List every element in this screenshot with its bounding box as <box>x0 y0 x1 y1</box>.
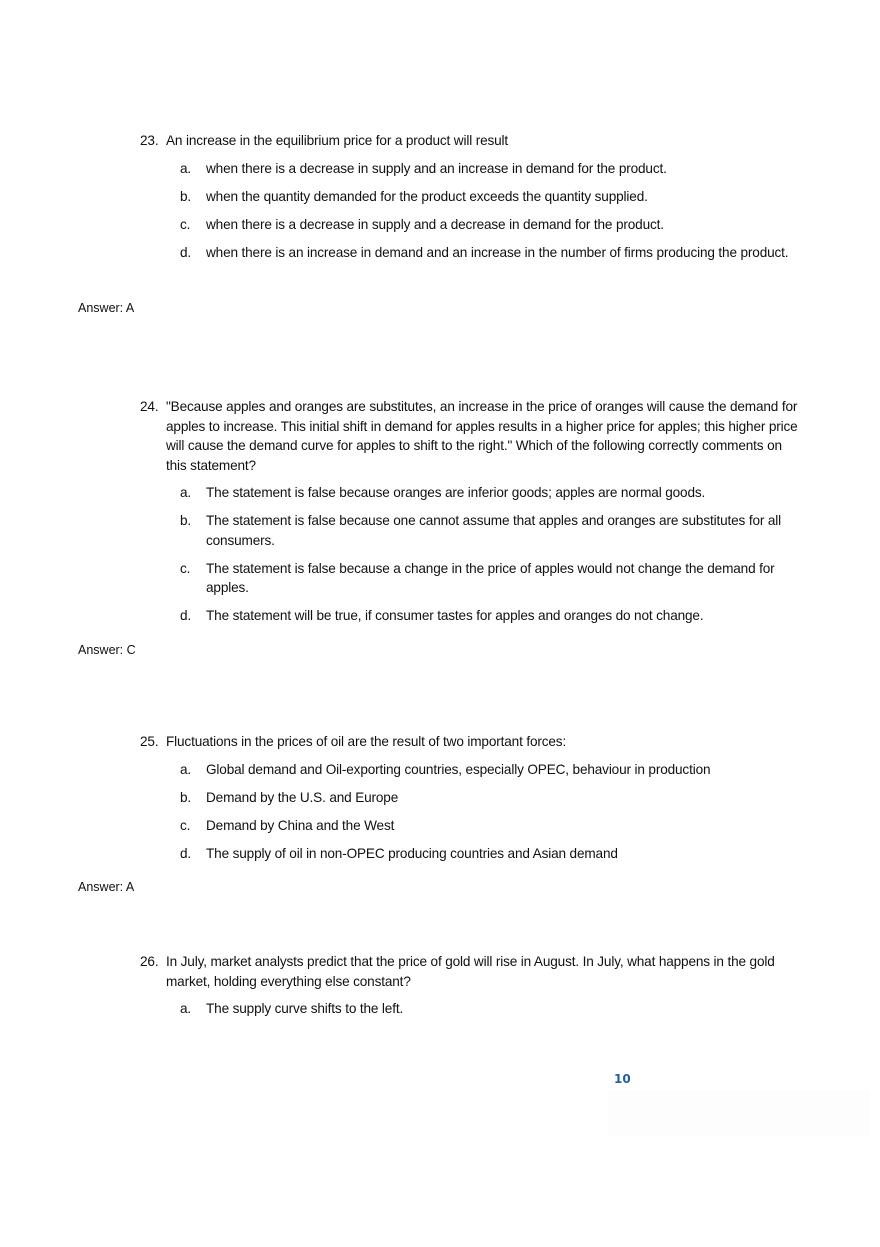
option-letter: a. <box>180 761 192 777</box>
option-letter: a. <box>180 1001 192 1016</box>
option-text: when there is a decrease in supply and a decrease in demand for the product. <box>206 216 664 232</box>
question-number: 26. <box>140 954 159 969</box>
option-text: The statement is false because oranges are inferior goods; apples are normal goods. <box>206 485 706 500</box>
question-25 <box>140 732 805 872</box>
option-text: when there is a decrease in supply and an increase in demand for the product. <box>206 160 667 176</box>
option-letter: d. <box>180 244 192 260</box>
option-c <box>180 816 805 836</box>
option-text: The statement is false because one cannot assume that apples and oranges are substitutes for all consumers. <box>206 513 782 548</box>
option-text: Demand by China and the West <box>206 817 395 833</box>
option-c <box>180 215 805 235</box>
question-number: 23. <box>140 133 159 148</box>
option-text: The supply of oil in non-OPEC producing countries and Asian demand <box>206 845 618 861</box>
option-d <box>180 243 805 263</box>
option-text: when there is an increase in demand and an increase in the number of firms producing the product. <box>206 244 789 260</box>
option-letter: d. <box>180 845 192 861</box>
question-text: Fluctuations in the prices of oil are the result of two important forces: <box>166 734 567 749</box>
option-text: The supply curve shifts to the left. <box>206 1001 404 1016</box>
question-23 <box>140 131 805 271</box>
option-b <box>180 788 805 808</box>
option-a <box>180 999 805 1019</box>
answer-25: Answer: A <box>78 880 135 894</box>
option-text: Demand by the U.S. and Europe <box>206 789 399 805</box>
option-letter: c. <box>180 560 191 576</box>
option-text: The statement is false because a change in the price of apples would not change the demand for apples. <box>206 560 775 595</box>
question-24 <box>140 397 805 634</box>
option-a <box>180 483 805 503</box>
option-b <box>180 187 805 207</box>
footer-area <box>608 1090 870 1136</box>
question-26 <box>140 952 805 1027</box>
option-c <box>180 559 805 598</box>
option-text: Global demand and Oil-exporting countries, especially OPEC, behaviour in production <box>206 761 711 777</box>
option-letter: a. <box>180 160 192 176</box>
question-text: In July, market analysts predict that the price of gold will rise in August. In July, what happens in the gold market, holding everything else constant? <box>166 954 775 989</box>
option-text: when the quantity demanded for the product exceeds the quantity supplied. <box>206 188 648 204</box>
option-d <box>180 844 805 864</box>
page-number: 10 <box>614 1072 631 1086</box>
option-letter: c. <box>180 216 191 232</box>
option-letter: b. <box>180 789 192 805</box>
question-number: 25. <box>140 734 159 749</box>
option-letter: b. <box>180 513 192 528</box>
option-a <box>180 159 805 179</box>
question-text: An increase in the equilibrium price for a product will result <box>166 133 509 148</box>
option-b <box>180 511 805 550</box>
answer-23: Answer: A <box>78 301 135 315</box>
option-d <box>180 606 805 626</box>
question-number: 24. <box>140 399 159 414</box>
option-letter: d. <box>180 608 192 623</box>
option-letter: c. <box>180 817 191 833</box>
option-text: The statement will be true, if consumer tastes for apples and oranges do not change. <box>206 608 704 623</box>
option-letter: a. <box>180 485 192 500</box>
answer-24: Answer: C <box>78 643 136 657</box>
option-a <box>180 760 805 780</box>
option-letter: b. <box>180 188 192 204</box>
question-text: "Because apples and oranges are substitutes, an increase in the price of oranges will cause the demand for apples to increase. This initial shift in demand for apples results in a higher price for apples; this higher price will cause the demand curve for apples to shift to the right." Which of the following correctly comments on this statement? <box>166 399 798 473</box>
